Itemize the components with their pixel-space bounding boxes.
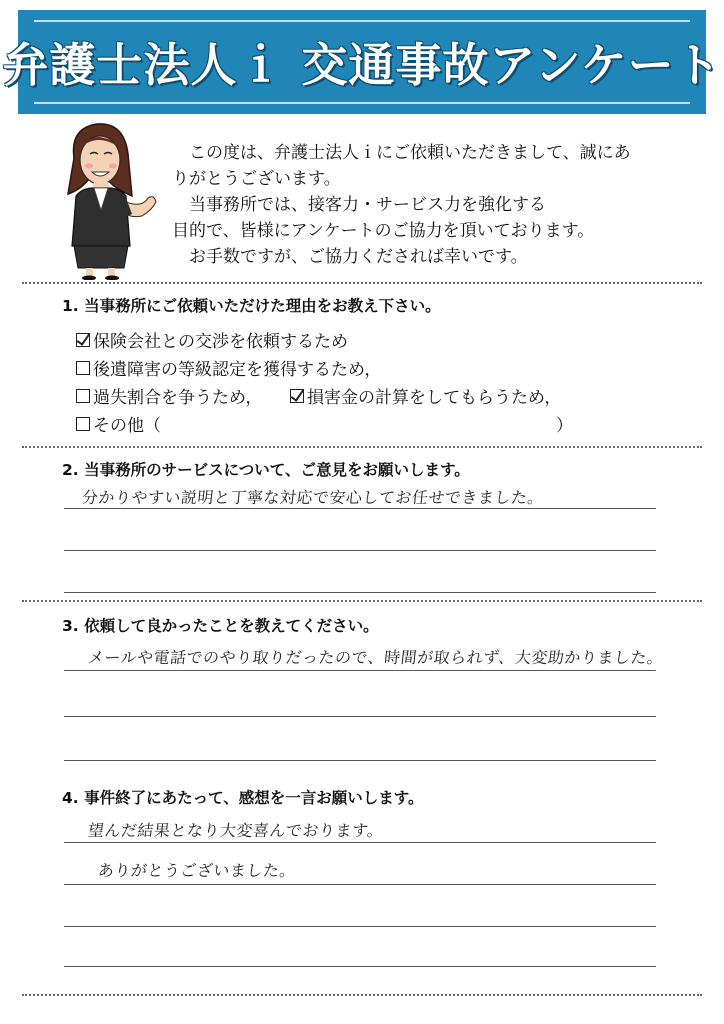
option-insurance-negotiation[interactable] — [76, 327, 348, 352]
option-damages-calculation[interactable] — [290, 383, 561, 408]
answer-line — [64, 550, 656, 551]
option-label: 過失割合を争うため， — [93, 388, 263, 408]
checkbox-checked[interactable] — [76, 333, 90, 347]
option-label: 保険会社との交渉を依頼するため — [93, 332, 348, 352]
section-divider — [22, 600, 702, 602]
question-2-answer: 分かりやすい説明と丁寧な対応で安心してお任せできました。 — [80, 488, 545, 507]
answer-line — [64, 966, 656, 967]
answer-line — [64, 760, 656, 761]
option-label: 後遺障害の等級認定を獲得するため， — [93, 360, 382, 380]
staff-illustration — [52, 118, 162, 280]
checkbox[interactable] — [76, 389, 90, 403]
question-3-title: 3. 依頼して良かったことを教えてください。 — [62, 617, 379, 635]
answer-line — [64, 670, 656, 671]
answer-line — [64, 842, 656, 843]
option-label: その他（ — [93, 416, 161, 436]
intro-line: りがとうございます。 — [172, 169, 341, 189]
option-disability-grade[interactable] — [76, 355, 381, 380]
question-1-title: 1. 当事務所にご依頼いただけた理由をお教え下さい。 — [62, 297, 441, 315]
question-3-answer: メールや電話でのやり取りだったので、時間が取られず、大変助かりました。 — [86, 648, 665, 667]
intro-line: この度は、弁護士法人ｉにご依頼いただきまして、誠にあ — [172, 143, 631, 163]
checkbox-checked[interactable] — [290, 389, 304, 403]
checkbox[interactable] — [76, 417, 90, 431]
option-other[interactable] — [76, 411, 161, 436]
option-label: 損害金の計算をしてもらうため， — [307, 388, 562, 408]
intro-line: 目的で、皆様にアンケートのご協力を頂いております。 — [172, 221, 595, 241]
option-fault-ratio[interactable] — [76, 383, 262, 408]
question-4-answer-line-1: 望んだ結果となり大変喜んでおります。 — [86, 821, 385, 840]
header-banner — [2, 10, 722, 114]
intro-message — [172, 140, 702, 270]
other-close-paren: ） — [556, 416, 573, 436]
page-title: 弁護士法人ｉ 交通事故アンケート — [2, 38, 722, 92]
answer-line — [64, 716, 656, 717]
answer-line — [64, 884, 656, 885]
checkbox[interactable] — [76, 361, 90, 375]
answer-line — [64, 508, 656, 509]
header-frame — [2, 20, 722, 104]
question-4-title: 4. 事件終了にあたって、感想を一言お願いします。 — [62, 789, 424, 807]
section-divider — [22, 994, 702, 996]
question-4-answer-line-2: ありがとうございました。 — [96, 861, 297, 880]
question-2-title: 2. 当事務所のサービスについて、ご意見をお願いします。 — [62, 461, 470, 479]
section-divider — [22, 282, 702, 284]
answer-line — [64, 592, 656, 593]
intro-line: お手数ですが、ご協力くだされば幸いです。 — [172, 247, 528, 267]
answer-line — [64, 926, 656, 927]
intro-line: 当事務所では、接客力・サービス力を強化する — [172, 195, 546, 215]
section-divider — [22, 446, 702, 448]
